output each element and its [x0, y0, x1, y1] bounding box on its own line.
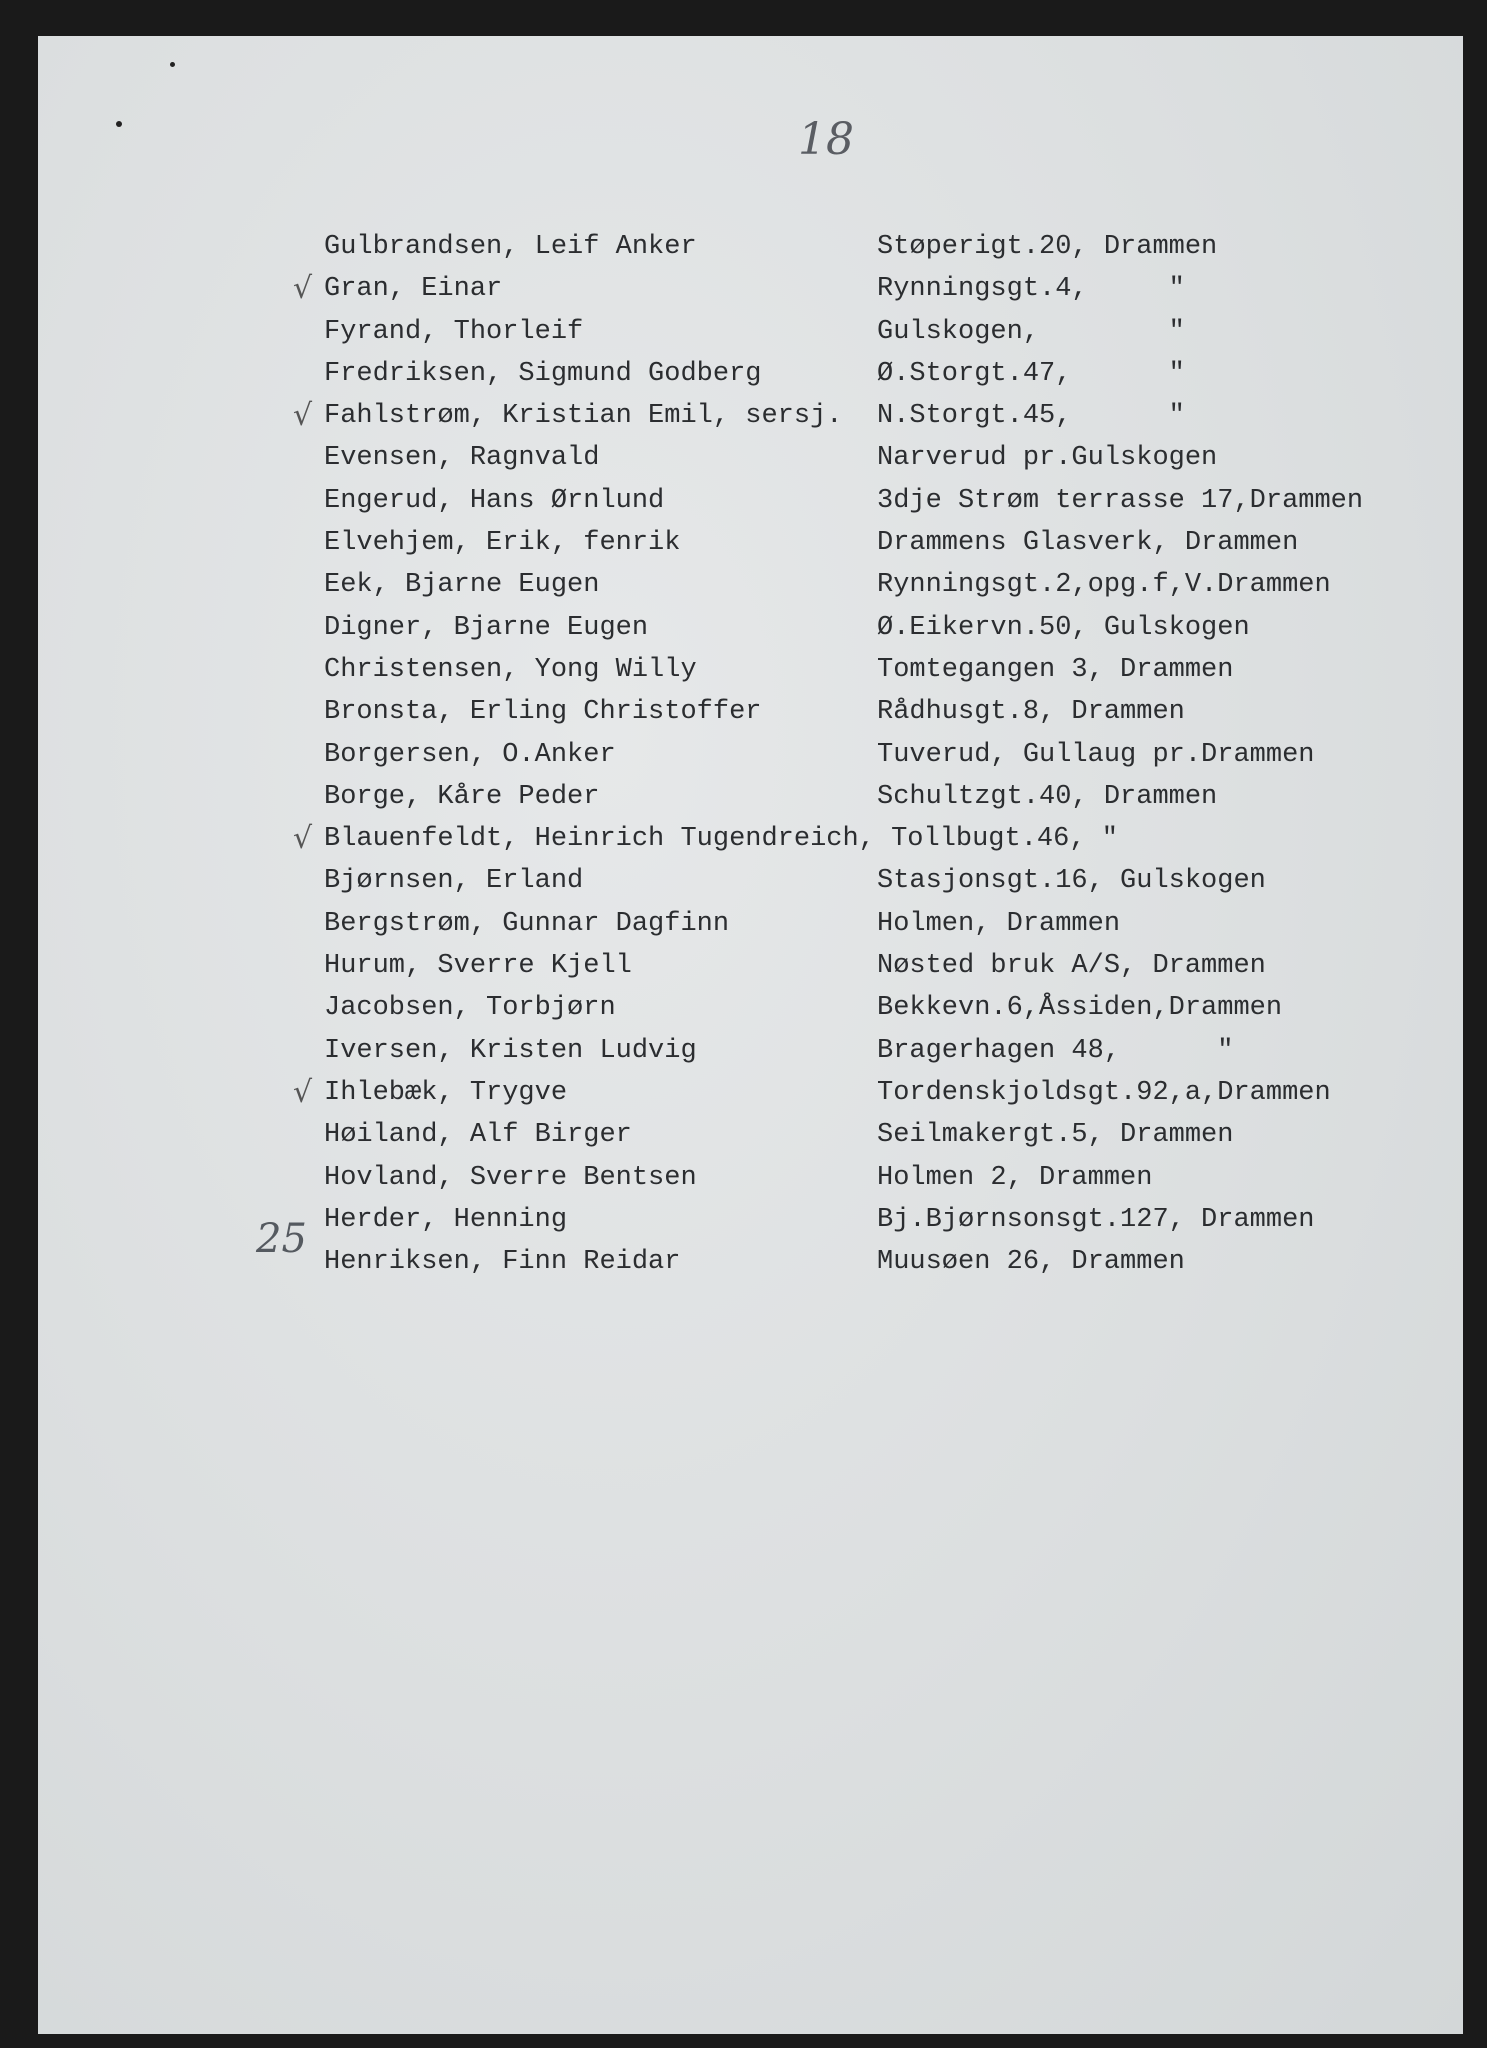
list-item [38, 226, 1463, 268]
entry-address: 3dje Strøm terrasse 17,Drammen [877, 485, 1364, 516]
entry-name: Bergstrøm, Gunnar Dagfinn [324, 908, 730, 939]
entry-name: Digner, Bjarne Eugen [324, 612, 649, 643]
entry-name: Hurum, Sverre Kjell [324, 951, 632, 982]
entry-address: Nøsted bruk A/S, Drammen [877, 951, 1266, 982]
entry-name: Christensen, Yong Willy [324, 654, 697, 685]
entry-address: Tordenskjoldsgt.92,a,Drammen [877, 1077, 1331, 1108]
list-item [38, 860, 1463, 902]
list-item [38, 437, 1463, 479]
entry-name: Bjørnsen, Erland [324, 866, 584, 897]
entry-address: Tuverud, Gullaug pr.Drammen [877, 739, 1315, 770]
document-page [38, 36, 1463, 2034]
list-item [38, 691, 1463, 733]
entry-name: Eek, Bjarne Eugen [324, 570, 600, 601]
list-item [38, 353, 1463, 395]
list-item [38, 268, 1463, 310]
list-item [38, 903, 1463, 945]
list-item [38, 649, 1463, 691]
entry-name: Engerud, Hans Ørnlund [324, 485, 665, 516]
list-item [38, 818, 1463, 860]
entry-address: Stasjonsgt.16, Gulskogen [877, 866, 1266, 897]
list-item [38, 1114, 1463, 1156]
list-item [38, 311, 1463, 353]
entry-name: Bronsta, Erling Christoffer [324, 697, 762, 728]
entry-address: Tomtegangen 3, Drammen [877, 654, 1234, 685]
entry-address: Rynningsgt.2,opg.f,V.Drammen [877, 570, 1331, 601]
entry-name: Høiland, Alf Birger [324, 1120, 632, 1151]
list-item [38, 945, 1463, 987]
entry-name: Fredriksen, Sigmund Godberg [324, 358, 762, 389]
entry-address: Drammens Glasverk, Drammen [877, 528, 1299, 559]
check-mark-icon: √ [293, 398, 313, 434]
entry-address: N.Storgt.45, " [877, 401, 1185, 432]
list-item [38, 480, 1463, 522]
list-item [38, 1241, 1463, 1283]
entry-address: Bragerhagen 48, " [877, 1035, 1234, 1066]
entry-address: Ø.Storgt.47, " [877, 358, 1185, 389]
list-item [38, 395, 1463, 437]
entry-name: Evensen, Ragnvald [324, 443, 600, 474]
list-item [38, 1199, 1463, 1241]
entry-name: Herder, Henning [324, 1204, 568, 1235]
entry-name: Jacobsen, Torbjørn [324, 993, 616, 1024]
entry-address: Gulskogen, " [877, 316, 1185, 347]
entry-name: Fahlstrøm, Kristian Emil, sersj. [324, 401, 843, 432]
list-item [38, 607, 1463, 649]
punch-dot [116, 121, 122, 127]
check-mark-icon: √ [293, 271, 313, 307]
entry-name: Borge, Kåre Peder [324, 781, 600, 812]
list-item [38, 776, 1463, 818]
page-number: 18 [798, 114, 854, 165]
entry-address: Bekkevn.6,Åssiden,Drammen [877, 993, 1283, 1024]
entry-name: Hovland, Sverre Bentsen [324, 1162, 697, 1193]
entry-name: Elvehjem, Erik, fenrik [324, 528, 681, 559]
list-item [38, 564, 1463, 606]
entry-address: Seilmakergt.5, Drammen [877, 1120, 1234, 1151]
list-item [38, 1030, 1463, 1072]
entry-address: Rådhusgt.8, Drammen [877, 697, 1185, 728]
entry-name: Ihlebæk, Trygve [324, 1077, 568, 1108]
list-item [38, 522, 1463, 564]
entry-name: Gran, Einar [324, 274, 503, 305]
entry-name: Fyrand, Thorleif [324, 316, 584, 347]
entry-name: Blauenfeldt, Heinrich Tugendreich, Tollbugt.46, " [324, 824, 1118, 855]
check-mark-icon: √ [293, 821, 313, 857]
count-annotation: 25 [256, 1216, 307, 1262]
entry-address: Narverud pr.Gulskogen [877, 443, 1218, 474]
entry-list [38, 226, 1463, 1283]
entry-address: Bj.Bjørnsonsgt.127, Drammen [877, 1204, 1315, 1235]
list-item [38, 1072, 1463, 1114]
list-item [38, 734, 1463, 776]
entry-address: Schultzgt.40, Drammen [877, 781, 1218, 812]
entry-address: Rynningsgt.4, " [877, 274, 1185, 305]
entry-address: Ø.Eikervn.50, Gulskogen [877, 612, 1250, 643]
entry-name: Borgersen, O.Anker [324, 739, 616, 770]
check-mark-icon: √ [293, 1074, 313, 1110]
entry-name: Iversen, Kristen Ludvig [324, 1035, 697, 1066]
punch-dot-top [170, 62, 175, 67]
entry-name: Gulbrandsen, Leif Anker [324, 232, 697, 262]
list-item [38, 1157, 1463, 1199]
entry-address: Støperigt.20, Drammen [877, 232, 1218, 262]
entry-address: Holmen, Drammen [877, 908, 1121, 939]
entry-address: Muusøen 26, Drammen [877, 1247, 1185, 1278]
entry-name: Henriksen, Finn Reidar [324, 1247, 681, 1278]
list-item [38, 987, 1463, 1029]
entry-address: Holmen 2, Drammen [877, 1162, 1153, 1193]
